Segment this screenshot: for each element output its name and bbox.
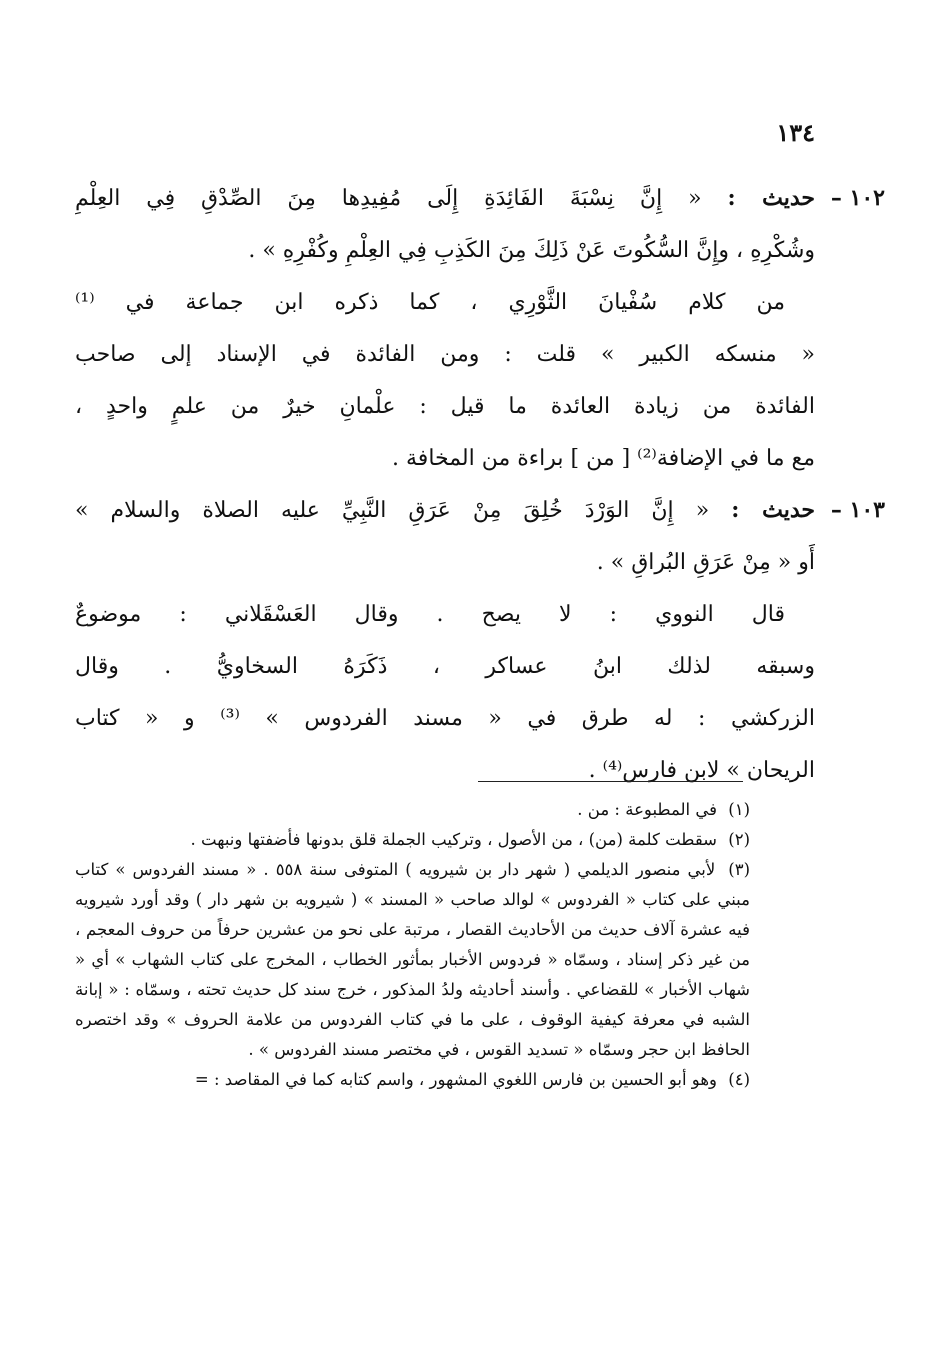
entry-line: مع ما في الإضافة⁽²⁾ [ من ] براءة من المخافة . <box>392 446 815 471</box>
entry-line: الفائدة من زيادة العائدة ما قيل : علْمانِ خيرٌ من علمٍ واحدٍ ، <box>75 394 815 419</box>
entry-text: « إِنَّ نِسْبَةَ الفَائِدَةِ إِلَى مُفِيدِها مِنَ الصِّدْقِ فِي العِلْمِ <box>75 186 702 211</box>
entry-line: أَو « مِنْ عَرَقِ البُراقِ » . <box>596 550 815 575</box>
entry-number: ١٠٣ – <box>830 497 885 523</box>
entry-line: من كلام سُفْيانَ الثَّوْرِي ، كما ذكره ابن جماعة في ⁽¹⁾ <box>75 290 785 315</box>
main-text <box>75 172 885 797</box>
footnote-text: في المطبوعة : من . <box>577 800 717 819</box>
footnote <box>75 825 750 855</box>
footnote <box>75 855 750 1065</box>
entry-label: حديث : <box>727 185 815 211</box>
footnotes <box>75 795 750 1095</box>
footnote <box>75 1065 750 1095</box>
page-number: ١٣٤ <box>776 118 815 147</box>
footnote-label: (٢) <box>728 830 750 849</box>
entry-line: الزركشي : له طرق في « مسند الفردوس » ⁽³⁾ و « كتاب <box>75 706 815 731</box>
footnote-text: وهو أبو الحسين بن فارس اللغوي المشهور ، واسم كتابه كما في المقاصد : = <box>194 1070 717 1089</box>
entry-text: « إِنَّ الوَرْدَ خُلِقَ مِنْ عَرَقِ النَّبِيِّ عليه الصلاة والسلام » <box>75 498 710 523</box>
footnote-divider <box>478 781 743 782</box>
entry-line: قال النووي : لا يصح . وقال العَسْقَلاني : موضوعٌ <box>75 602 785 627</box>
entry-line <box>75 484 815 537</box>
entry-line <box>75 172 815 225</box>
hadith-entry-103 <box>75 484 885 797</box>
entry-line: « منسكه الكبير » قلت : ومن الفائدة في الإسناد إلى صاحب <box>75 342 815 367</box>
entry-label: حديث : <box>731 497 815 523</box>
footnote-text: سقطت كلمة (من) ، من الأصول ، وتركيب الجملة قلق بدونها فأضفتها ونبهت . <box>190 830 717 849</box>
entry-number: ١٠٢ – <box>830 185 885 211</box>
hadith-entry-102 <box>75 172 885 484</box>
footnote-text: لأبي منصور الديلمي ( شهر دار بن شيرويه ) المتوفى سنة ٥٥٨ . « مسند الفردوس » كتاب مبني على كتاب « الفردوس » لوالد صاحب « المسند » ( شيرويه بن شهر دار ) وقد أورد شيرويه فيه عشرة آلاف حديث من الأحاديث القصار ، مرتبة على نحو من عشرين حرفاً من حروف المعجم ، من غير ذكر إسناد ، وسمّاه « فردوس الأخبار بمأثور الخطاب ، المخرج على كتاب الشهاب » أي « شهاب الأخبار » للقضاعي . وأسند أحاديثه ولدُ المذكور ، خرج سند كل حديث تحته ، وسمّاه : « إبانة الشبه في معرفة كيفية الوقوف ، على ما في كتاب الفردوس من علامة الحروف » وقد اختصره الحافظ ابن حجر وسمّاه « تسديد القوس ، في مختصر مسند الفردوس » . <box>75 860 750 1059</box>
entry-line: وسبقه لذلك ابنُ عساكر ، ذَكَرَهُ السخاويُّ . وقال <box>75 654 815 679</box>
entry-line: وشُكْرِهِ ، وإِنَّ السُّكُوتَ عَنْ ذَلِكَ مِنَ الكَذِبِ فِي العِلْمِ وكُفْرِهِ » . <box>248 238 815 263</box>
footnote-label: (٣) <box>728 860 751 879</box>
entry-line: الريحان » لابن فارس⁽⁴⁾ . <box>588 758 815 783</box>
footnote-label: (١) <box>728 800 750 819</box>
footnote-label: (٤) <box>728 1070 750 1089</box>
footnote <box>75 795 750 825</box>
